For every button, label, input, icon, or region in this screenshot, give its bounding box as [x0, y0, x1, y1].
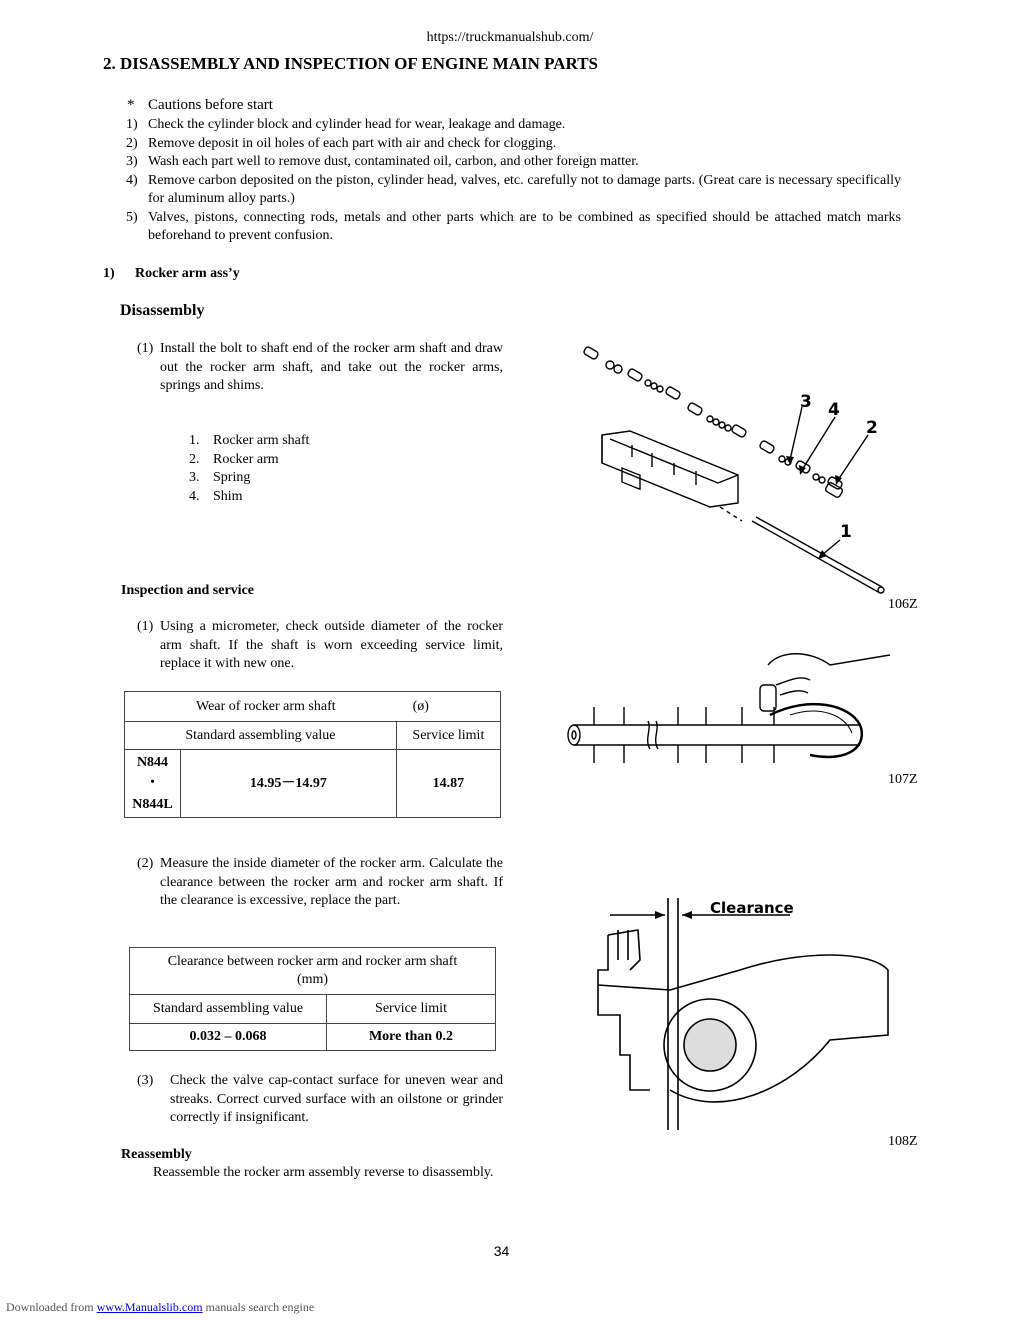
page-number: 34 — [493, 1243, 510, 1259]
header-url: https://truckmanualshub.com/ — [426, 30, 594, 45]
inspection-heading: Inspection and service — [121, 583, 254, 598]
reassembly-heading: Reassembly — [121, 1147, 192, 1162]
table-cell-limit: 14.87 — [396, 750, 500, 818]
disassembly-step: (1) Install the bolt to shaft end of the rocker arm shaft and draw out the rocker arm shaft, and take out the rocker arms, springs and shims. — [137, 341, 503, 393]
clearance-table — [129, 947, 496, 1051]
callout-2: 2 — [866, 418, 878, 438]
table-title: Clearance between rocker arm and rocker arm shaft (mm) — [130, 948, 496, 995]
callout-arrows — [790, 407, 868, 555]
rocker-arm-exploded-figure — [570, 335, 910, 600]
reassembly-text: Reassemble the rocker arm assembly reverse to disassembly. — [153, 1165, 494, 1180]
table-header: Service limit — [396, 722, 500, 750]
table-cell-model: N844 ・ N844L — [125, 750, 181, 818]
cautions-list — [126, 116, 901, 246]
list-item: 1) Check the cylinder block and cylinder head for wear, leakage and damage. — [126, 117, 566, 132]
table-header: Standard assembling value — [125, 722, 397, 750]
shaft-wear-table — [124, 691, 501, 818]
figure-label-106z: 106Z — [888, 597, 918, 612]
inspection-step-2: (2) Measure the inside diameter of the rocker arm. Calculate the clearance between the rocker arm and rocker arm shaft. If the clearance is excessive, replace the part. — [137, 856, 503, 908]
parts-list — [189, 432, 309, 506]
cautions-title: Cautions before start — [148, 97, 273, 113]
callout-4: 4 — [828, 400, 840, 420]
shaft-micrometer-figure — [560, 645, 900, 770]
subsection-heading: 1) Rocker arm ass’y — [103, 266, 240, 281]
section-title: 2. DISASSEMBLY AND INSPECTION OF ENGINE MAIN PARTS — [103, 54, 599, 73]
table-title: Wear of rocker arm shaft (ø) — [125, 692, 501, 722]
figure-label-108z: 108Z — [888, 1134, 918, 1149]
table-cell-standard: 14.95－14.97 — [181, 750, 397, 818]
list-item: 4) Remove carbon deposited on the piston, cylinder head, valves, etc. carefully not to damage parts. (Great care is necessary specifically for aluminum alloy parts.) — [126, 172, 901, 206]
inspection-step-1: (1) Using a micrometer, check outside diameter of the rocker arm shaft. If the shaft is worn exceeding service limit, replace it with new one. — [137, 619, 503, 671]
list-item: 2) Remove deposit in oil holes of each part with air and check for clogging. — [126, 135, 557, 151]
list-item: 4. Shim — [189, 488, 243, 504]
list-item: 1. Rocker arm shaft — [189, 433, 310, 448]
clearance-callout: Clearance — [710, 899, 794, 917]
cylinder-head-block — [602, 431, 738, 507]
list-item: 3. Spring — [189, 470, 251, 485]
callout-1: 1 — [840, 522, 852, 542]
cautions-heading — [127, 96, 273, 114]
list-item: 3) Wash each part well to remove dust, contaminated oil, carbon, and other foreign matter. — [126, 154, 639, 169]
clearance-figure — [570, 890, 900, 1130]
disassembly-heading: Disassembly — [120, 302, 205, 319]
table-cell-limit: More than 0.2 — [327, 1024, 496, 1051]
inspection-step-3: (3) Check the valve cap-contact surface for uneven wear and streaks. Correct curved surface with an oilstone or grinder correctly if insignificant. — [137, 1073, 503, 1125]
cautions-star: * — [127, 97, 135, 113]
list-item: 2. Rocker arm — [189, 451, 279, 467]
table-header: Standard assembling value — [130, 995, 327, 1024]
list-item: 5) Valves, pistons, connecting rods, metals and other parts which are to be combined as specified should be attached match marks beforehand to prevent confusion. — [126, 209, 901, 243]
callout-3: 3 — [800, 392, 812, 412]
manualslib-link[interactable]: www.Manualslib.com — [96, 1300, 203, 1314]
table-cell-standard: 0.032 – 0.068 — [130, 1024, 327, 1051]
rocker-shaft — [720, 507, 884, 593]
table-header: Service limit — [327, 995, 496, 1024]
figure-label-107z: 107Z — [888, 772, 918, 787]
footer: Downloaded from www.Manualslib.com manuals search engine — [6, 1300, 315, 1314]
measure-marks — [594, 707, 774, 763]
